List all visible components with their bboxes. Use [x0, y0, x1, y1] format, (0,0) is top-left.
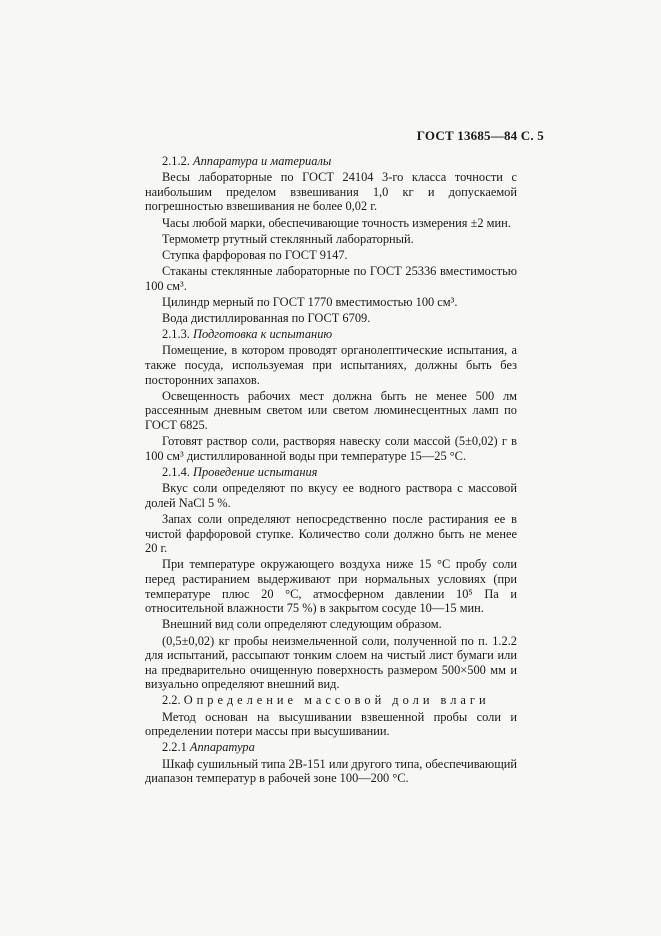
section-heading — [145, 465, 517, 480]
paragraph: Вкус соли определяют по вкусу ее водного раствора с массовой долей NaCl 5 %. — [145, 481, 517, 510]
section-number: 2.2.1 — [162, 740, 187, 755]
section-number: 2.2. — [162, 693, 181, 708]
paragraph: Освещенность рабочих мест должна быть не менее 500 лм рассеянным дневным светом или светом люминесцентных ламп по ГОСТ 6825. — [145, 388, 517, 433]
paragraph: Термометр ртутный стеклянный лабораторный. — [162, 231, 414, 246]
paragraph: Метод основан на высушивании взвешенной пробы соли и определении потери массы при высушивании. — [145, 709, 517, 739]
paragraph: Вода дистиллированная по ГОСТ 6709. — [162, 311, 371, 326]
section-heading — [145, 327, 517, 342]
page-header: ГОСТ 13685—84 С. 5 — [416, 128, 544, 143]
section-number: 2.1.2. — [162, 154, 190, 168]
section-number: 2.1.3. — [162, 327, 190, 342]
paragraph: Готовят раствор соли, растворяя навеску соли массой (5±0,02) г в 100 см³ дистиллированной воды при температуре 15—25 °С. — [145, 434, 517, 463]
paragraph: Цилиндр мерный по ГОСТ 1770 вместимостью 100 см³. — [162, 294, 458, 309]
paragraph: При температуре окружающего воздуха ниже 15 °С пробу соли перед растиранием выдерживают при нормальных условиях (при температуре плюс 20 °С, атмосферном давлении 10⁵ Па и относительной влажности 75 %) в закрытом сосуде 10—15 мин. — [145, 557, 517, 616]
paragraph: Стаканы стеклянные лабораторные по ГОСТ 25336 вместимостью 100 см³. — [145, 264, 517, 293]
section-number: 2.1.4. — [162, 465, 190, 479]
section-heading — [145, 693, 517, 708]
paragraph: Внешний вид соли определяют следующим образом. — [162, 617, 442, 632]
section-heading — [145, 740, 517, 755]
section-heading — [145, 154, 517, 169]
section-title: Проведение испытания — [193, 465, 318, 479]
section-title: Аппаратура и материалы — [193, 154, 332, 168]
paragraph: (0,5±0,02) кг пробы неизмельченной соли, полученной по п. 1.2.2 для испытаний, рассыпают тонким слоем на чистый лист бумаги или на предварительно очищенную поверхность размером 500×500 мм и визуально определяют внешний вид. — [145, 633, 517, 692]
paragraph: Часы любой марки, обеспечивающие точность измерения ±2 мин. — [162, 215, 511, 230]
document-body — [145, 154, 517, 787]
paragraph: Запах соли определяют непосредственно после растирания ее в чистой фарфоровой ступке. Количество соли должно быть не менее 20 г. — [145, 511, 517, 556]
paragraph: Ступка фарфоровая по ГОСТ 9147. — [162, 247, 348, 262]
section-title: Подготовка к испытанию — [193, 327, 333, 342]
paragraph: Помещение, в котором проводят органолептические испытания, а также посуда, используемая при испытаниях, должны быть без посторонних запахов. — [145, 343, 517, 387]
section-title: Аппаратура — [189, 740, 255, 755]
paragraph: Весы лабораторные по ГОСТ 24104 3-го класса точности с наибольшим пределом взвешивания 1,0 кг и допускаемой погрешностью взвешивания не более 0,02 г. — [145, 170, 517, 214]
paragraph: Шкаф сушильный типа 2В-151 или другого типа, обеспечивающий диапазон температур в рабочей зоне 100—200 °С. — [145, 756, 517, 786]
section-title: Определение массовой доли влаги — [183, 693, 490, 708]
